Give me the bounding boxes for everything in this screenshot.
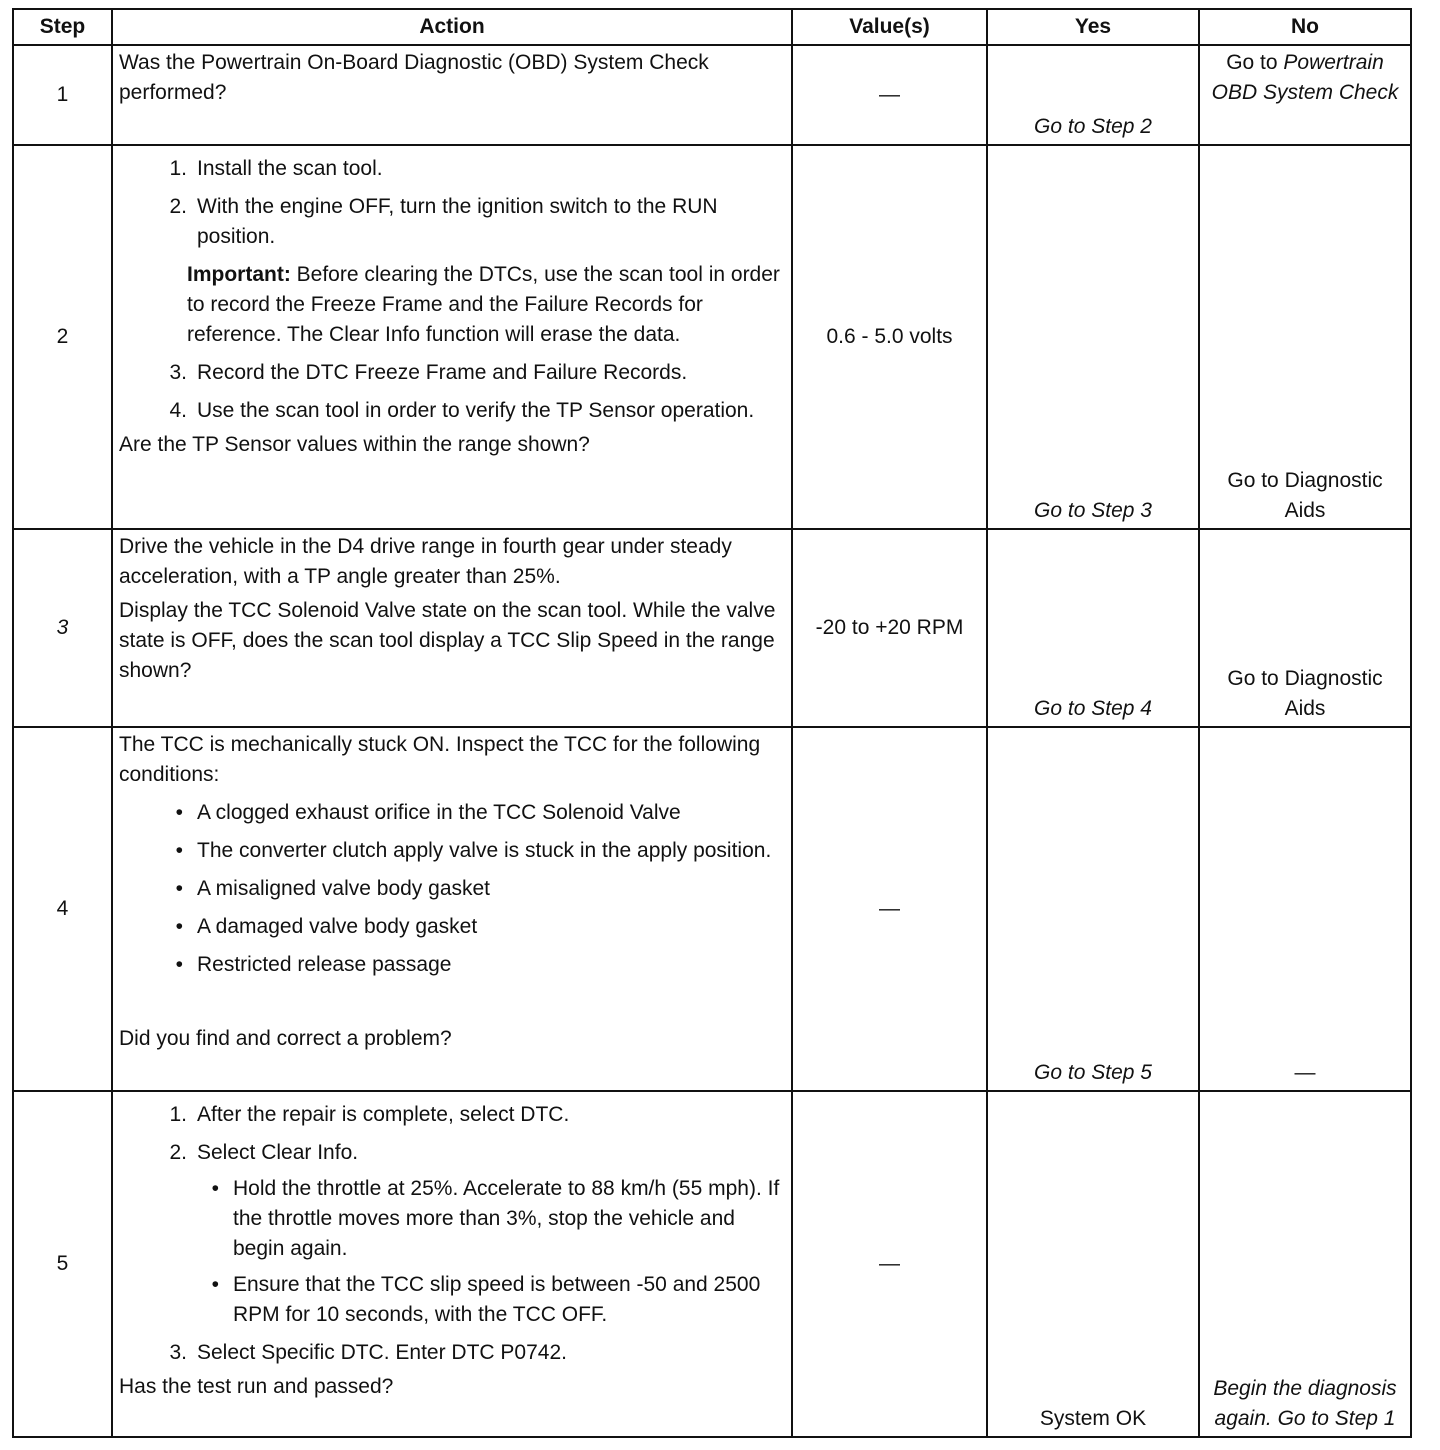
list-item — [119, 1138, 785, 1168]
step-number: 3 — [13, 529, 112, 727]
list-item — [119, 396, 785, 426]
bullet-item — [119, 836, 785, 866]
no-cell: Go to Diagnostic Aids — [1199, 145, 1411, 529]
bullet-item — [119, 1270, 785, 1330]
no-cell — [1199, 45, 1411, 145]
yes-cell: Go to Step 4 — [987, 529, 1199, 727]
item-number: 3. — [169, 361, 187, 384]
yes-cell: Go to Step 3 — [987, 145, 1199, 529]
value-cell: — — [792, 727, 987, 1091]
list-item — [119, 358, 785, 388]
item-number: 4. — [169, 399, 187, 422]
item-text: After the repair is complete, select DTC. — [197, 1103, 570, 1126]
step-number: 2 — [13, 145, 112, 529]
bullet: • — [175, 839, 183, 862]
bullet: • — [175, 953, 183, 976]
bullet-item — [119, 798, 785, 828]
bullet: • — [175, 915, 183, 938]
action-text: Drive the vehicle in the D4 drive range in fourth gear under steady acceleration, with a TP angle greater than 25%. — [119, 535, 732, 588]
item-number: 1. — [169, 1103, 187, 1126]
table-row-step-4 — [13, 727, 1411, 1091]
step-number: 1 — [13, 45, 112, 145]
table-row-step-2 — [13, 145, 1411, 529]
item-text: Install the scan tool. — [197, 157, 383, 180]
bullet-item — [119, 950, 785, 980]
bullet-text: A clogged exhaust orifice in the TCC Solenoid Valve — [197, 801, 681, 824]
table-row-step-1 — [13, 45, 1411, 145]
yes-cell: System OK — [987, 1091, 1199, 1437]
no-cell: Begin the diagnosis again. Go to Step 1 — [1199, 1091, 1411, 1437]
item-number: 2. — [169, 1141, 187, 1164]
action-cell — [112, 145, 792, 529]
header-values: Value(s) — [792, 9, 987, 45]
bullet-text: The converter clutch apply valve is stuck in the apply position. — [197, 839, 772, 862]
question-text: Are the TP Sensor values within the range shown? — [119, 433, 590, 456]
table-row-step-3 — [13, 529, 1411, 727]
list-item — [119, 192, 785, 252]
bullet-text: Restricted release passage — [197, 953, 452, 976]
question-text: Has the test run and passed? — [119, 1375, 394, 1398]
bullet-item — [119, 1174, 785, 1264]
list-item — [119, 1338, 785, 1368]
bullet-text: Ensure that the TCC slip speed is between -50 and 2500 RPM for 10 seconds, with the TCC OFF. — [233, 1273, 761, 1326]
no-link: Powertrain OBD System Check — [1211, 51, 1399, 104]
header-yes: Yes — [987, 9, 1199, 45]
item-number: 1. — [169, 157, 187, 180]
header-action: Action — [112, 9, 792, 45]
bullet: • — [211, 1177, 219, 1200]
action-cell — [112, 727, 792, 1091]
action-text: Was the Powertrain On-Board Diagnostic (OBD) System Check performed? — [119, 51, 709, 104]
action-cell — [112, 1091, 792, 1437]
header-no: No — [1199, 9, 1411, 45]
item-text: Use the scan tool in order to verify the TP Sensor operation. — [197, 399, 755, 422]
item-text: Record the DTC Freeze Frame and Failure Records. — [197, 361, 688, 384]
bullet-item — [119, 912, 785, 942]
item-text: Select Clear Info. — [197, 1141, 359, 1164]
item-number: 3. — [169, 1341, 187, 1364]
important-label: Important: — [187, 263, 291, 286]
value-cell: — — [792, 45, 987, 145]
action-cell — [112, 529, 792, 727]
step-number: 5 — [13, 1091, 112, 1437]
bullet-text: A misaligned valve body gasket — [197, 877, 491, 900]
header-row — [13, 9, 1411, 45]
bullet-text: Hold the throttle at 25%. Accelerate to 88 km/h (55 mph). If the throttle moves more than 3%, stop the vehicle and begin again. — [233, 1177, 780, 1260]
action-text: The TCC is mechanically stuck ON. Inspect the TCC for the following conditions: — [119, 733, 761, 786]
value-cell: 0.6 - 5.0 volts — [792, 145, 987, 529]
no-cell: Go to Diagnostic Aids — [1199, 529, 1411, 727]
list-item — [119, 154, 785, 184]
bullet: • — [211, 1273, 219, 1296]
list-item — [119, 1100, 785, 1130]
item-text: Select Specific DTC. Enter DTC P0742. — [197, 1341, 567, 1364]
bullet: • — [175, 877, 183, 900]
item-number: 2. — [169, 195, 187, 218]
question-text: Did you find and correct a problem? — [119, 1027, 452, 1050]
no-cell: — — [1199, 727, 1411, 1091]
question-text: Display the TCC Solenoid Valve state on the scan tool. While the valve state is OFF, does the scan tool display a TCC Slip Speed in the range shown? — [119, 599, 776, 682]
value-cell: -20 to +20 RPM — [792, 529, 987, 727]
step-number: 4 — [13, 727, 112, 1091]
no-prefix: Go to — [1226, 51, 1284, 74]
value-cell: — — [792, 1091, 987, 1437]
header-step: Step — [13, 9, 112, 45]
bullet-text: A damaged valve body gasket — [197, 915, 478, 938]
important-note — [187, 260, 785, 350]
bullet-item — [119, 874, 785, 904]
yes-cell: Go to Step 2 — [987, 45, 1199, 145]
yes-cell: Go to Step 5 — [987, 727, 1199, 1091]
bullet: • — [175, 801, 183, 824]
table-row-step-5 — [13, 1091, 1411, 1437]
important-text: Before clearing the DTCs, use the scan tool in order to record the Freeze Frame and the Failure Records for reference. The Clear Info function will erase the data. — [187, 263, 780, 346]
item-text: With the engine OFF, turn the ignition switch to the RUN position. — [197, 195, 718, 248]
diagnostic-table — [12, 8, 1412, 1438]
action-cell — [112, 45, 792, 145]
